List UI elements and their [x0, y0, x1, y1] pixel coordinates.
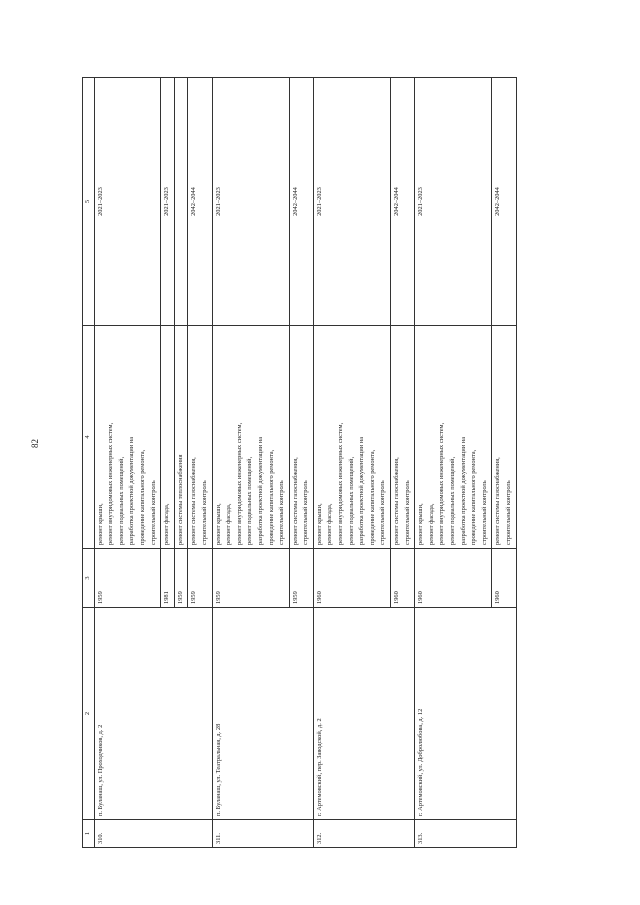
works-cell	[492, 326, 516, 549]
works-cell	[289, 326, 313, 549]
table-body	[94, 78, 516, 848]
table-row	[415, 78, 492, 848]
page-number: 82	[30, 439, 40, 448]
column-header: 1	[83, 820, 95, 848]
year-cell: 1959	[94, 549, 161, 608]
address-cell: г. Артемовский, пер. Заводской, д. 2	[313, 608, 414, 820]
period-cell: 2042–2044	[492, 78, 516, 326]
period-cell: 2042–2044	[289, 78, 313, 326]
work-item: разработка проектной документации на	[128, 436, 136, 545]
work-item: ремонт внутридомовых инженерных систем,	[235, 422, 243, 545]
work-item: строительный контроль	[278, 480, 286, 545]
work-item: проведение капитального ремонта,	[267, 449, 275, 545]
work-item: ремонт подвальных помещений,	[246, 456, 254, 545]
works-cell	[94, 326, 161, 549]
year-cell: 1959	[174, 549, 188, 608]
works-cell	[188, 326, 212, 549]
work-item: ремонт системы газоснабжения,	[291, 457, 299, 545]
work-item: разработка проектной документации на	[256, 436, 264, 545]
work-item: ремонт крыши,	[417, 503, 425, 545]
works-cell	[212, 326, 289, 549]
work-item: ремонт крыши,	[214, 503, 222, 545]
work-item: ремонт крыши,	[96, 503, 104, 545]
work-item: ремонт системы газоснабжения,	[190, 457, 198, 545]
row-number-cell: 311.	[212, 820, 313, 848]
year-cell: 1959	[212, 549, 289, 608]
work-item: ремонт внутридомовых инженерных систем,	[337, 422, 345, 545]
work-item: строительный контроль	[379, 480, 387, 545]
rotated-page	[82, 78, 567, 848]
column-header: 4	[83, 326, 95, 549]
period-cell: 2021–2023	[161, 78, 175, 326]
work-item: строительный контроль	[480, 480, 488, 545]
period-cell: 2042–2044	[188, 78, 212, 326]
year-cell: 1981	[161, 549, 175, 608]
work-item: ремонт внутридомовых инженерных систем,	[107, 422, 115, 545]
work-item: ремонт системы газоснабжения,	[393, 457, 401, 545]
table-row	[313, 78, 390, 848]
work-item: строительный контроль	[200, 480, 208, 545]
work-item: ремонт крыши,	[315, 503, 323, 545]
work-item: ремонт фасада,	[427, 503, 435, 545]
year-cell: 1959	[289, 549, 313, 608]
period-cell: 2021–2023	[415, 78, 492, 326]
year-cell: 1960	[313, 549, 390, 608]
work-item: проведение капитального ремонта,	[368, 449, 376, 545]
work-item: ремонт подвальных помещений,	[347, 456, 355, 545]
year-cell: 1959	[188, 549, 212, 608]
column-header: 3	[83, 549, 95, 608]
work-item: ремонт внутридомовых инженерных систем,	[438, 422, 446, 545]
work-item: ремонт системы теплоснабжения	[176, 454, 184, 545]
capital-repair-table	[82, 77, 517, 848]
row-number-cell: 312.	[313, 820, 414, 848]
works-cell	[161, 326, 175, 549]
period-cell	[174, 78, 188, 326]
work-item: ремонт фасада,	[225, 503, 233, 545]
table-row	[212, 78, 289, 848]
work-item: ремонт фасада,	[163, 503, 171, 545]
work-item: ремонт системы газоснабжения,	[494, 457, 502, 545]
period-cell: 2042–2044	[391, 78, 415, 326]
row-number-cell: 310.	[94, 820, 212, 848]
year-cell: 1960	[492, 549, 516, 608]
address-cell: г. Артемовский, ул. Добролюбова, д. 12	[415, 608, 516, 820]
works-cell	[391, 326, 415, 549]
address-cell: п. Буланаш, ул. Проходчиков, д. 2	[94, 608, 212, 820]
year-cell: 1960	[415, 549, 492, 608]
works-cell	[313, 326, 390, 549]
work-item: строительный контроль	[149, 480, 157, 545]
table-row	[94, 78, 161, 848]
period-cell: 2021–2023	[313, 78, 390, 326]
work-item: ремонт подвальных помещений,	[117, 456, 125, 545]
work-item: ремонт подвальных помещений,	[449, 456, 456, 545]
column-header: 5	[83, 78, 95, 326]
work-item: проведение капитального ремонта,	[470, 449, 478, 545]
period-cell: 2021–2023	[94, 78, 161, 326]
column-header: 2	[83, 608, 95, 820]
work-item: строительный контроль	[504, 480, 512, 545]
work-item: проведение капитального ремонта,	[138, 449, 146, 545]
address-cell: п. Буланаш, ул. Театральная, д. 28	[212, 608, 313, 820]
year-cell: 1960	[391, 549, 415, 608]
works-cell	[415, 326, 492, 549]
work-item: строительный контроль	[403, 480, 411, 545]
work-item: строительный контроль	[302, 480, 310, 545]
row-number-cell: 313.	[415, 820, 516, 848]
period-cell: 2021–2023	[212, 78, 289, 326]
work-item: разработка проектной документации на	[358, 436, 366, 545]
column-number-row	[83, 78, 95, 848]
work-item: разработка проектной документации на	[459, 436, 467, 545]
work-item: ремонт фасада,	[326, 503, 334, 545]
works-cell	[174, 326, 188, 549]
